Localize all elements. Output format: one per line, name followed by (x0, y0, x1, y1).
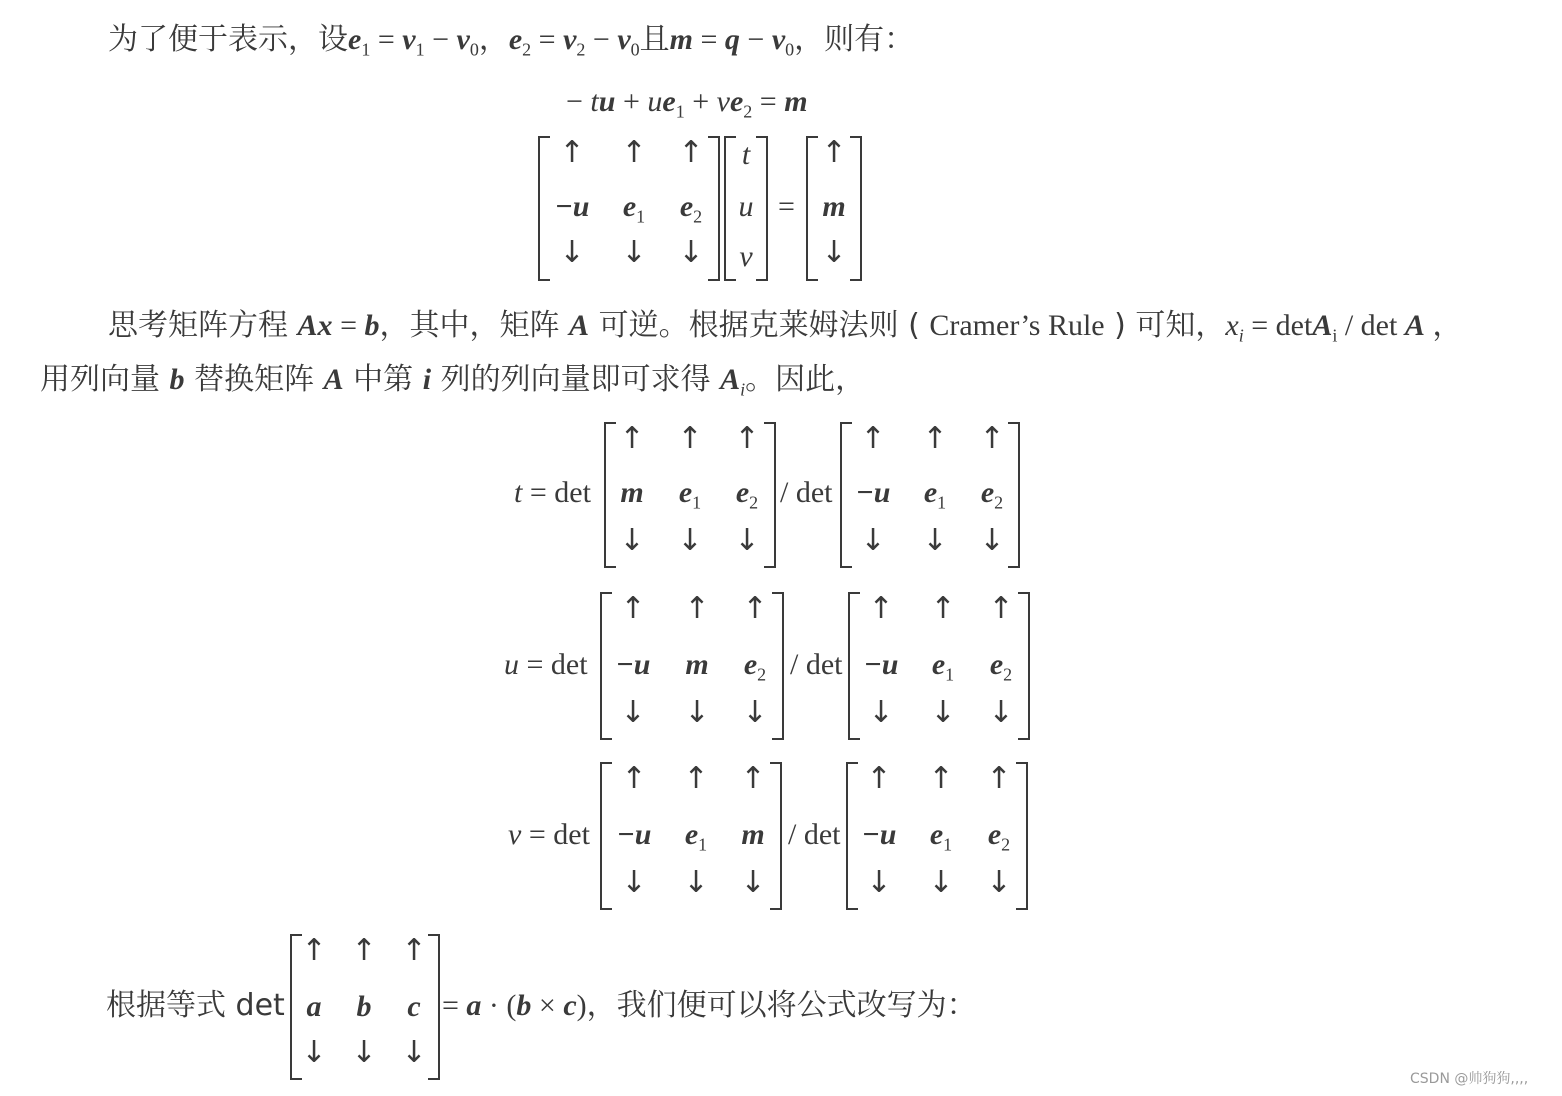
var: e (929, 818, 944, 851)
arrow-up-icon: ↑ (683, 761, 709, 796)
matrix-entry (678, 476, 702, 513)
arrow-down-icon: ↓ (866, 865, 892, 900)
var-x: x (1225, 309, 1239, 342)
right-bracket (1018, 592, 1030, 740)
text: ) 可知， (1104, 308, 1226, 343)
arrow-down-icon: ↓ (979, 523, 1005, 558)
left-bracket (846, 762, 858, 910)
arrow-down-icon: ↓ (988, 695, 1014, 730)
divide-det: / det (788, 818, 841, 851)
var: e (931, 648, 946, 681)
arrow-down-icon: ↓ (620, 695, 646, 730)
matrix-entry: m (620, 476, 644, 509)
text: 根据等式 det (106, 988, 285, 1023)
matrix-t-numerator (604, 422, 776, 568)
arrow-down-icon: ↓ (740, 865, 766, 900)
sub: 1 (937, 492, 947, 513)
var: e (923, 476, 938, 509)
var-t: t (590, 85, 599, 118)
matrix-entry (735, 476, 759, 513)
op: / det (1337, 309, 1405, 342)
vector-entry: t (741, 138, 751, 171)
right-bracket (764, 422, 776, 568)
matrix-v-denominator (846, 762, 1028, 910)
arrow-down-icon: ↓ (930, 695, 956, 730)
var-u: u (647, 85, 663, 118)
right-bracket (770, 762, 782, 910)
var: e (989, 648, 1004, 681)
intro-tail: ，则有： (794, 22, 915, 57)
left-bracket (600, 592, 612, 740)
equation-v-lhs (508, 818, 590, 852)
sub: i (1332, 325, 1338, 346)
var-A: A (720, 363, 741, 396)
text: 列的列向量即可求得 (431, 362, 721, 397)
var-e1: e (348, 23, 362, 56)
var-v2: v (563, 23, 577, 56)
arrow-up-icon: ↑ (559, 135, 585, 170)
arrow-down-icon: ↓ (860, 523, 886, 558)
arrow-down-icon: ↓ (351, 1035, 377, 1070)
sub: 1 (636, 206, 646, 227)
right-bracket (428, 934, 440, 1080)
sub: 2 (1001, 834, 1011, 855)
var-b: b (364, 309, 380, 342)
arrow-down-icon: ↓ (677, 523, 703, 558)
arrow-down-icon: ↓ (684, 695, 710, 730)
var-v0: v (617, 23, 631, 56)
arrow-up-icon: ↑ (677, 421, 703, 456)
arrow-up-icon: ↑ (620, 591, 646, 626)
arrow-down-icon: ↓ (301, 1035, 327, 1070)
conj: 且 (639, 22, 670, 57)
arrow-up-icon: ↑ (979, 421, 1005, 456)
left-bracket (806, 136, 818, 281)
op: − (566, 85, 591, 118)
op: = (752, 85, 785, 118)
op: − (739, 23, 772, 56)
left-bracket (840, 422, 852, 568)
text: ，我们便可以将公式改写为： (586, 988, 977, 1023)
op: = det (521, 818, 590, 851)
arrow-down-icon: ↓ (922, 523, 948, 558)
cramer-paragraph-line2 (40, 360, 865, 400)
matrix-entry: c (407, 990, 421, 1023)
arrow-down-icon: ↓ (621, 235, 647, 270)
arrow-up-icon: ↑ (928, 761, 954, 796)
var: e (980, 476, 995, 509)
arrow-up-icon: ↑ (922, 421, 948, 456)
triple-product-intro (106, 986, 285, 1026)
right-bracket (772, 592, 784, 740)
arrow-down-icon: ↓ (986, 865, 1012, 900)
var-u: u (598, 85, 616, 118)
matrix-entry (989, 648, 1013, 685)
equation-u-lhs (504, 648, 588, 682)
op: − (424, 23, 457, 56)
matrix-entry: m (822, 190, 846, 223)
arrow-down-icon: ↓ (821, 235, 847, 270)
sub: 2 (522, 39, 532, 60)
var-t: t (514, 476, 523, 509)
arrow-down-icon: ↓ (683, 865, 709, 900)
matrix-entry (931, 648, 955, 685)
op: = (442, 989, 467, 1022)
matrix-entry: −u (861, 818, 897, 851)
intro-text: 为了便于表示，设 (108, 22, 348, 57)
sub: 2 (693, 206, 703, 227)
var: e (743, 648, 758, 681)
right-bracket (850, 136, 862, 281)
arrow-up-icon: ↑ (740, 761, 766, 796)
vector-entry: v (739, 240, 753, 273)
var-b: b (516, 989, 532, 1022)
sub: 1 (943, 834, 953, 855)
op: = det (1243, 309, 1313, 342)
matrix-entry: m (685, 648, 709, 681)
matrix-entry: −u (615, 648, 651, 681)
text: 思考矩阵方程 (108, 308, 298, 343)
matrix-entry: b (356, 990, 372, 1023)
matrix-v-numerator (600, 762, 782, 910)
op: × (531, 989, 564, 1022)
arrow-up-icon: ↑ (619, 421, 645, 456)
divide-det: / det (780, 476, 833, 509)
matrix-entry (929, 818, 953, 855)
matrix-entry: −u (863, 648, 899, 681)
op: = (332, 309, 365, 342)
op: = det (522, 476, 591, 509)
left-bracket (604, 422, 616, 568)
var-e2: e (508, 23, 523, 56)
arrow-down-icon: ↓ (678, 235, 704, 270)
divide-det: / det (790, 648, 843, 681)
arrow-up-icon: ↑ (860, 421, 886, 456)
sub: 2 (576, 39, 586, 60)
matrix-entry: −u (554, 190, 590, 223)
matrix-u-denominator (848, 592, 1030, 740)
var-Ax: Ax (297, 309, 333, 342)
sub: 0 (630, 39, 640, 60)
var: e (987, 818, 1002, 851)
text: 用列向量 (40, 362, 170, 397)
right-bracket (708, 136, 720, 281)
matrix-entry (987, 818, 1011, 855)
matrix-entry: m (741, 818, 765, 851)
sub: 1 (361, 39, 371, 60)
arrow-down-icon: ↓ (619, 523, 645, 558)
sub: 2 (994, 492, 1004, 513)
sub: 2 (749, 492, 759, 513)
var: e (684, 818, 699, 851)
var: e (679, 190, 694, 223)
cramer-paragraph-line1 (108, 306, 1462, 346)
arrow-up-icon: ↑ (866, 761, 892, 796)
var-A: A (1312, 309, 1333, 342)
var-e1: e (662, 85, 676, 118)
arrow-up-icon: ↑ (742, 591, 768, 626)
var-v1: v (402, 23, 416, 56)
sub: 1 (692, 492, 702, 513)
intro-sentence (108, 20, 914, 60)
op: ) (576, 989, 587, 1022)
var-i: i (422, 363, 432, 396)
vector-unknowns (724, 136, 768, 281)
arrow-up-icon: ↑ (821, 135, 847, 170)
matrix-entry (622, 190, 646, 227)
op: = (693, 23, 725, 56)
var-u: u (504, 648, 519, 681)
vector-entry: u (738, 190, 754, 223)
arrow-up-icon: ↑ (401, 933, 427, 968)
var-c: c (563, 989, 577, 1022)
arrow-up-icon: ↑ (684, 591, 710, 626)
matrix-coefficients (538, 136, 720, 281)
matrix-entry (684, 818, 708, 855)
punct: ， (1424, 309, 1463, 342)
right-bracket (756, 136, 768, 281)
left-bracket (724, 136, 736, 281)
op: = (531, 23, 564, 56)
arrow-up-icon: ↑ (734, 421, 760, 456)
arrow-down-icon: ↓ (401, 1035, 427, 1070)
arrow-up-icon: ↑ (621, 135, 647, 170)
text: 可逆。根据克莱姆法则 ( (589, 308, 930, 343)
var-m: m (784, 85, 808, 118)
var-q: q (724, 23, 740, 56)
left-bracket (538, 136, 550, 281)
var-b: b (169, 363, 185, 396)
text: ，其中，矩阵 (379, 308, 570, 343)
arrow-up-icon: ↑ (621, 761, 647, 796)
matrix-abc (290, 934, 440, 1080)
sub: 2 (743, 101, 753, 122)
csdn-watermark: CSDN @帅狗狗,,,, (1410, 1071, 1529, 1087)
text: 中第 (343, 362, 423, 397)
var-m: m (669, 23, 693, 56)
equation-t-lhs (514, 476, 591, 510)
arrow-up-icon: ↑ (988, 591, 1014, 626)
op: + (615, 85, 648, 118)
var: e (622, 190, 637, 223)
var: e (735, 476, 750, 509)
right-bracket (1008, 422, 1020, 568)
op: = det (519, 648, 588, 681)
op: − (585, 23, 618, 56)
var-A: A (1404, 309, 1425, 342)
sub: 1 (698, 834, 708, 855)
matrix-entry (743, 648, 767, 685)
sub: 1 (415, 39, 425, 60)
arrow-up-icon: ↑ (678, 135, 704, 170)
var-A: A (323, 363, 344, 396)
triple-product-rhs (442, 986, 977, 1026)
matrix-entry: −u (855, 476, 891, 509)
text: 替换矩阵 (184, 362, 324, 397)
op: = (370, 23, 403, 56)
arrow-down-icon: ↓ (621, 865, 647, 900)
equation-linear-combination (566, 82, 808, 122)
right-bracket (1016, 762, 1028, 910)
var-A: A (569, 309, 590, 342)
arrow-up-icon: ↑ (301, 933, 327, 968)
matrix-entry: a (306, 990, 322, 1023)
matrix-u-numerator (600, 592, 784, 740)
arrow-down-icon: ↓ (928, 865, 954, 900)
var-a: a (466, 989, 482, 1022)
arrow-up-icon: ↑ (351, 933, 377, 968)
var: e (678, 476, 693, 509)
op: · ( (481, 989, 517, 1022)
arrow-up-icon: ↑ (930, 591, 956, 626)
arrow-down-icon: ↓ (734, 523, 760, 558)
sub: 0 (785, 39, 795, 60)
var-e2: e (729, 85, 744, 118)
matrix-entry (679, 190, 703, 227)
sub: i (740, 379, 746, 400)
matrix-entry (980, 476, 1004, 513)
matrix-entry (923, 476, 947, 513)
text: 。因此， (745, 362, 866, 397)
punct: ， (478, 22, 509, 57)
vector-m (806, 136, 862, 281)
sub: 2 (757, 664, 767, 685)
matrix-entry: −u (616, 818, 652, 851)
sub: i (1238, 325, 1244, 346)
sub: 1 (675, 101, 685, 122)
arrow-up-icon: ↑ (868, 591, 894, 626)
var-v: v (716, 85, 730, 118)
left-bracket (848, 592, 860, 740)
var-v0: v (771, 23, 786, 56)
var-v0: v (456, 23, 470, 56)
sub: 1 (945, 664, 955, 685)
op: + (684, 85, 717, 118)
equals-sign: = (778, 190, 795, 223)
var-v: v (508, 818, 522, 851)
matrix-t-denominator (840, 422, 1020, 568)
cramers-rule-label: Cramer’s Rule (929, 309, 1105, 342)
arrow-up-icon: ↑ (986, 761, 1012, 796)
sub: 0 (469, 39, 479, 60)
sub: 2 (1003, 664, 1013, 685)
left-bracket (290, 934, 302, 1080)
arrow-down-icon: ↓ (868, 695, 894, 730)
arrow-down-icon: ↓ (559, 235, 585, 270)
arrow-down-icon: ↓ (742, 695, 768, 730)
left-bracket (600, 762, 612, 910)
